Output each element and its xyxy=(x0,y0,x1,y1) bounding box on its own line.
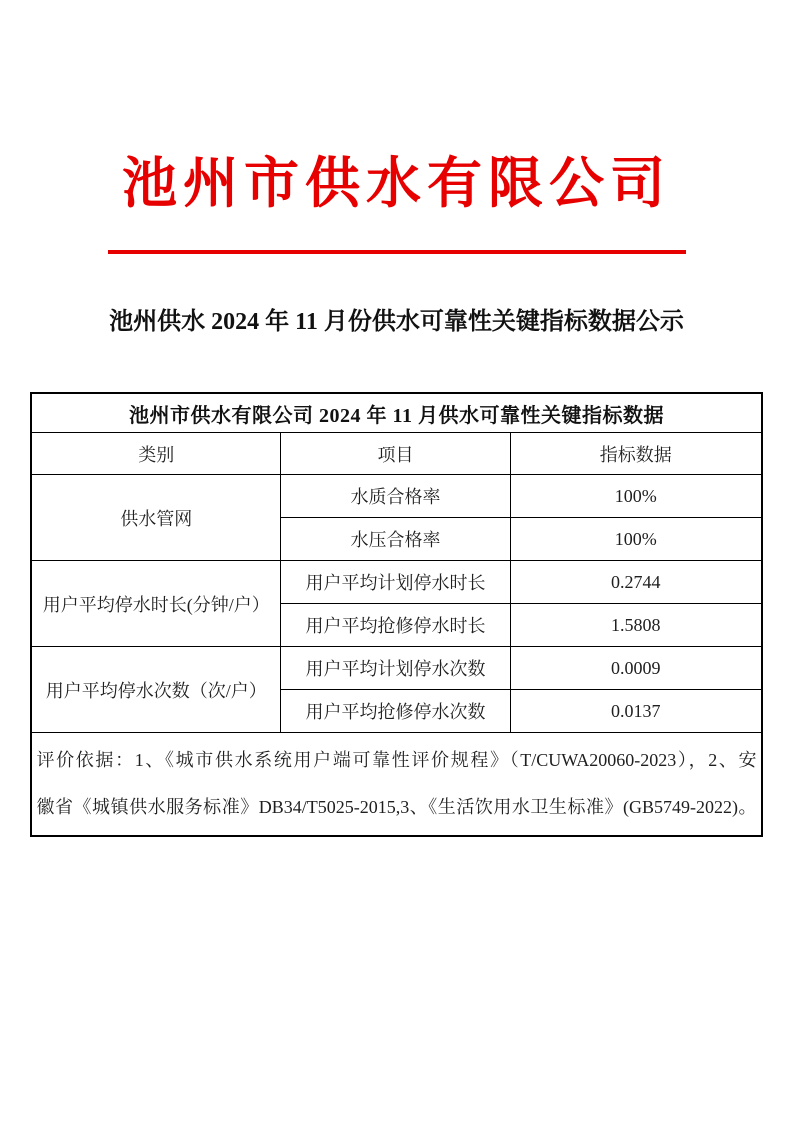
category-cell-avg-outage-count: 用户平均停水次数（次/户） xyxy=(31,647,280,733)
column-header-item: 项目 xyxy=(280,433,510,475)
category-cell-pipeline-network: 供水管网 xyxy=(31,475,280,561)
evaluation-basis-note xyxy=(31,733,761,837)
indicator-table xyxy=(30,392,762,837)
document-title: 池州供水 2024 年 11 月份供水可靠性关键指标数据公示 xyxy=(109,309,684,335)
item-cell-planned-outage-count: 用户平均计划停水次数 xyxy=(280,647,510,690)
evaluation-basis-line-1: 评价依据：1、《城市供水系统用户端可靠性评价规程》（T/CUWA20060-2023），2、安 xyxy=(36,750,757,770)
value-cell-water-quality-rate: 100% xyxy=(510,475,761,518)
column-header-value: 指标数据 xyxy=(510,433,761,475)
value-cell-planned-outage-count: 0.0009 xyxy=(510,647,761,690)
table-header-row xyxy=(31,433,761,475)
value-cell-planned-outage-duration: 0.2744 xyxy=(510,561,761,604)
table-note-row xyxy=(31,733,761,837)
evaluation-basis-line-2: 徽省《城镇供水服务标准》DB34/T5025-2015,3、《生活饮用水卫生标准》(GB5749-2022)。 xyxy=(36,797,757,817)
value-cell-water-pressure-rate: 100% xyxy=(510,518,761,561)
company-letterhead-title: 池州市供水有限公司 xyxy=(121,153,671,214)
value-cell-repair-outage-duration: 1.5808 xyxy=(510,604,761,647)
item-cell-repair-outage-duration: 用户平均抢修停水时长 xyxy=(280,604,510,647)
table-row xyxy=(31,561,761,604)
value-cell-repair-outage-count: 0.0137 xyxy=(510,690,761,733)
table-row xyxy=(31,647,761,690)
red-divider-line xyxy=(108,250,686,254)
item-cell-water-quality-rate: 水质合格率 xyxy=(280,475,510,518)
item-cell-planned-outage-duration: 用户平均计划停水时长 xyxy=(280,561,510,604)
item-cell-water-pressure-rate: 水压合格率 xyxy=(280,518,510,561)
column-header-category: 类别 xyxy=(31,433,280,475)
item-cell-repair-outage-count: 用户平均抢修停水次数 xyxy=(280,690,510,733)
table-title: 池州市供水有限公司 2024 年 11 月供水可靠性关键指标数据 xyxy=(31,393,761,433)
table-row xyxy=(31,475,761,518)
category-cell-avg-outage-duration: 用户平均停水时长(分钟/户） xyxy=(31,561,280,647)
table-title-row xyxy=(31,393,761,433)
